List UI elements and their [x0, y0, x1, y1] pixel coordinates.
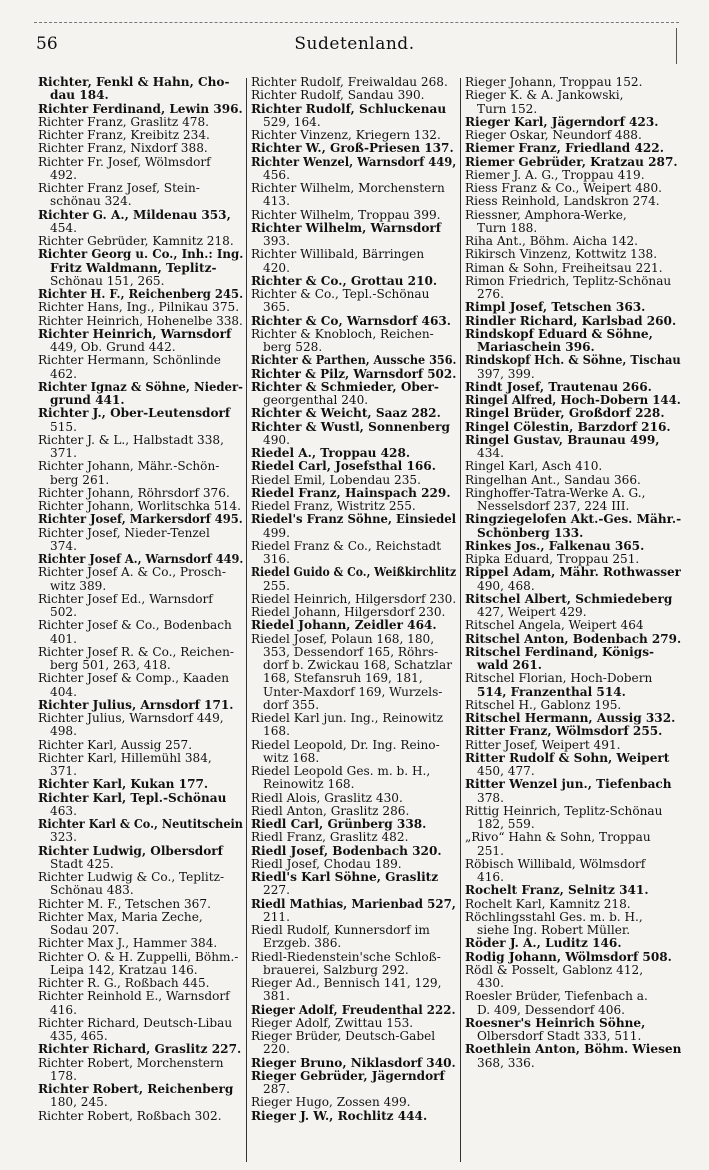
directory-entry: Richter Max, Maria Zeche, [38, 909, 203, 924]
entry-continuation: 449, Ob. Grund 442. [50, 340, 176, 354]
directory-entry: Ringel Brüder, Großdorf 228. [465, 406, 665, 421]
entry-continuation: 251. [477, 843, 504, 858]
directory-entry: Riman & Sohn, Freiheitsau 221. [465, 260, 663, 275]
directory-entry: Riedel Johann, Zeidler 464. [251, 618, 437, 633]
entry-continuation: Turn 188. [477, 220, 538, 235]
directory-entry: Riedl Josef, Chodau 189. [251, 856, 402, 871]
directory-entry: Richter Wilhelm, Morchenstern [251, 181, 445, 195]
directory-entry: Rieger Brüder, Deutsch-Gabel [251, 1029, 436, 1043]
entry-continuation: Mariaschein 396. [477, 340, 595, 354]
directory-entry: „Rivo“ Hahn & Sohn, Troppau [465, 830, 651, 845]
directory-entry: Richter & Co., Tepl.-Schönau [251, 287, 430, 301]
directory-entry: Richter Richard, Deutsch-Libau [38, 1015, 233, 1030]
directory-entry: Ritschel Anton, Bodenbach 279. [465, 631, 681, 646]
directory-entry: Richter Robert, Roßbach 302. [38, 1108, 222, 1123]
directory-entry: Riedel Franz, Wistritz 255. [251, 499, 416, 513]
entry-continuation: Reinowitz 168. [263, 777, 355, 792]
entry-continuation: georgenthal 240. [263, 393, 369, 407]
entry-continuation: 276. [477, 287, 504, 301]
directory-entry: Rochelt Franz, Selnitz 341. [465, 883, 649, 898]
directory-entry: Roesler Brüder, Tiefenbach a. [465, 989, 648, 1004]
directory-entry: Rittig Heinrich, Teplitz-Schönau [465, 803, 663, 818]
directory-entry: Ringel Karl, Asch 410. [465, 459, 603, 474]
directory-entry: Riess Reinhold, Landskron 274. [465, 194, 660, 209]
directory-entry: Richter Franz Josef, Stein- [38, 181, 200, 195]
directory-entry: Riedel Emil, Lobendau 235. [251, 472, 421, 487]
directory-entry: Riedl Carl, Grünberg 338. [251, 817, 427, 831]
entry-continuation: 287. [263, 1082, 290, 1096]
entry-continuation: 180, 245. [50, 1095, 108, 1110]
directory-entry: Riedl Alois, Graslitz 430. [251, 790, 403, 805]
directory-entry: Richter Johann, Mähr.-Schön- [38, 459, 220, 474]
directory-entry: Richter Franz, Nixdorf 388. [38, 141, 208, 156]
directory-entry: Richter Karl, Kukan 177. [38, 777, 209, 792]
directory-entry: Riha Ant., Böhm. Aicha 142. [465, 234, 638, 248]
entry-continuation: dorf b. Zwickau 168, Schatzlar [263, 658, 453, 672]
entry-continuation: 529, 164. [263, 114, 321, 129]
directory-entry: Richter Josef & Comp., Kaaden [38, 671, 230, 686]
directory-entry: Rodig Johann, Wölmsdorf 508. [465, 949, 672, 964]
directory-entry: Riedel Heinrich, Hilgersdorf 230. [251, 591, 456, 606]
entry-continuation: 378. [477, 790, 504, 805]
directory-entry: Rindskopf Hch. & Söhne, Tischau [465, 353, 681, 368]
directory-entry: Rieger Johann, Troppau 152. [465, 76, 643, 89]
directory-entry: Riedel Franz & Co., Reichstadt [251, 538, 442, 553]
entry-continuation: berg 261. [50, 472, 110, 487]
directory-entry: Riedl Anton, Graslitz 286. [251, 803, 410, 818]
entry-continuation: Fritz Waldmann, Teplitz- [50, 260, 217, 275]
directory-entry: Ritschel H., Gablonz 195. [465, 697, 622, 712]
directory-entry: Riedl-Riedenstein'sche Schloß- [251, 949, 441, 964]
entry-continuation: 492. [50, 167, 77, 182]
directory-entry: Rindler Richard, Karlsbad 260. [465, 313, 677, 328]
entry-continuation: 456. [263, 167, 290, 182]
entry-continuation: 502. [50, 605, 77, 619]
entry-continuation: 462. [50, 366, 77, 381]
directory-entry: Ringhoffer-Tatra-Werke A. G., [465, 485, 646, 500]
entry-continuation: D. 409, Dessendorf 406. [477, 1002, 625, 1017]
entry-continuation: 365. [263, 300, 290, 315]
directory-entry: Richter Wilhelm, Warnsdorf [251, 220, 441, 235]
directory-entry: Richter O. & H. Zuppelli, Böhm.- [38, 949, 239, 964]
directory-entry: Richter, Fenkl & Hahn, Cho- [38, 76, 230, 89]
entry-continuation: schönau 324. [50, 194, 132, 209]
directory-entry: Richter Karl, Tepl.-Schönau [38, 790, 227, 805]
entry-continuation: Schönau 151, 265. [50, 273, 165, 288]
entry-continuation: 450, 477. [477, 764, 535, 778]
entry-continuation: dau 184. [50, 88, 109, 103]
directory-entry: Rieger Ad., Bennisch 141, 129, [251, 976, 442, 990]
entry-continuation: 499. [263, 525, 290, 540]
entry-continuation: 371. [50, 764, 77, 778]
entry-continuation: 427, Weipert 429. [477, 605, 587, 619]
entry-continuation: 353, Dessendorf 165, Röhrs- [263, 644, 439, 659]
entry-continuation: 374. [50, 538, 77, 553]
directory-entry: Riedl Rudolf, Kunnersdorf im [251, 923, 430, 937]
directory-entry: Richter Josef A. & Co., Prosch- [38, 565, 226, 580]
directory-entry: Ritter Franz, Wölmsdorf 255. [465, 724, 663, 739]
directory-entry: Rieger Karl, Jägerndorf 423. [465, 114, 659, 129]
directory-entry: Richter Karl, Aussig 257. [38, 737, 193, 752]
directory-entry: Richter Willibald, Bärringen [251, 247, 425, 262]
directory-entry: Richter & Schmieder, Ober- [251, 379, 439, 394]
directory-entry: Ringel Cölestin, Barzdorf 216. [465, 419, 671, 434]
directory-entry: Richter & Pilz, Warnsdorf 502. [251, 366, 456, 381]
column-divider [246, 78, 247, 1162]
directory-entry: Richter Johann, Worlitschka 514. [38, 499, 241, 513]
directory-entry: Röbisch Willibald, Wölmsdorf [465, 856, 646, 871]
entry-continuation: 401. [50, 631, 77, 646]
entry-continuation: witz 168. [263, 750, 320, 765]
directory-entry: Riedel Carl, Josefsthal 166. [251, 459, 436, 474]
directory-entry: Richter Heinrich, Warnsdorf [38, 326, 232, 341]
directory-entry: Richter Robert, Reichenberg [38, 1082, 234, 1096]
directory-entry: Ritschel Albert, Schmiedeberg [465, 591, 673, 606]
entry-continuation: 498. [50, 724, 77, 739]
directory-entry: Riedl Mathias, Marienbad 527, [251, 896, 456, 911]
directory-entry: Rödl & Posselt, Gablonz 412, [465, 962, 644, 977]
directory-entry: Ritter Rudolf & Sohn, Weipert [465, 750, 670, 765]
directory-entry: Rieger Gebrüder, Jägerndorf [251, 1068, 445, 1083]
entry-continuation: 178. [50, 1068, 77, 1083]
entry-continuation: 430. [477, 976, 504, 990]
entry-continuation: grund 441. [50, 393, 125, 407]
entry-continuation: 490. [263, 432, 290, 447]
directory-entry: Riemer Franz, Friedland 422. [465, 141, 664, 156]
directory-entry: Richter Josef & Co., Bodenbach [38, 618, 232, 633]
directory-entry: Richter Franz, Kreibitz 234. [38, 128, 210, 142]
entry-continuation: 416. [50, 1002, 77, 1017]
entry-continuation: Erzgeb. 386. [263, 936, 342, 951]
entry-continuation: brauerei, Salzburg 292. [263, 962, 409, 977]
directory-entry: Rieger J. W., Rochlitz 444. [251, 1108, 428, 1123]
directory-entry: Richter & Weicht, Saaz 282. [251, 406, 441, 421]
directory-entry: Richter Ludwig, Olbersdorf [38, 843, 223, 858]
directory-entry: Ripka Eduard, Troppau 251. [465, 552, 640, 566]
entry-continuation: 316. [263, 552, 290, 566]
directory-entry: Roethlein Anton, Böhm. Wiesen [465, 1042, 681, 1057]
entry-continuation: Sodau 207. [50, 923, 120, 937]
directory-entry: Richter W., Groß-Priesen 137. [251, 141, 454, 156]
directory-entry: Richter & Co, Warnsdorf 463. [251, 313, 452, 328]
directory-entry: Richter J., Ober-Leutensdorf [38, 406, 231, 421]
directory-entry: Richter R. G., Roßbach 445. [38, 976, 210, 990]
directory-entry: Riessner, Amphora-Werke, [465, 207, 627, 222]
directory-entry: Rieger Oskar, Neundorf 488. [465, 128, 642, 142]
entry-continuation: 381. [263, 989, 290, 1004]
directory-entry: Rikirsch Vinzenz, Kottwitz 138. [465, 247, 658, 262]
entry-continuation: Stadt 425. [50, 856, 114, 871]
directory-entry: Rindskopf Eduard & Söhne, [465, 326, 653, 341]
directory-entry: Richter M. F., Tetschen 367. [38, 896, 211, 911]
directory-entry: Rieger Bruno, Niklasdorf 340. [251, 1055, 456, 1070]
directory-entry: Richter Rudolf, Sandau 390. [251, 88, 425, 103]
directory-entry: Richter & Parthen, Aussche 356. [251, 353, 456, 368]
directory-entry: Rieger K. & A. Jankowski, [465, 88, 624, 103]
directory-entry: Richter & Wustl, Sonnenberg [251, 419, 450, 434]
directory-entry: Ringziegelofen Akt.-Ges. Mähr.- [465, 512, 681, 527]
header-rule [34, 22, 679, 23]
directory-entry: Richter Hans, Ing., Pilnikau 375. [38, 300, 240, 315]
directory-entry: Richter J. & L., Halbstadt 338, [38, 432, 224, 447]
entry-continuation: witz 389. [50, 578, 107, 593]
entry-continuation: 420. [263, 260, 290, 275]
directory-entry: Richter Reinhold E., Warnsdorf [38, 989, 230, 1004]
directory-entry: Richter Vinzenz, Kriegern 132. [251, 128, 441, 142]
directory-entry: Ringel Alfred, Hoch-Dobern 144. [465, 393, 681, 407]
directory-entry: Richter Josef A., Warnsdorf 449. [38, 552, 243, 566]
directory-entry: Richter Heinrich, Hohenelbe 338. [38, 313, 243, 328]
entry-continuation: Turn 152. [477, 101, 538, 116]
directory-entry: Richter Ludwig & Co., Teplitz- [38, 870, 225, 884]
entry-continuation: 416. [477, 870, 504, 884]
directory-entry: Rieger Hugo, Zossen 499. [251, 1095, 411, 1110]
directory-entry: Riess Franz & Co., Weipert 480. [465, 181, 663, 195]
header-corner-rule [676, 28, 677, 64]
entry-continuation: 371. [50, 446, 77, 460]
directory-entry: Richter Josef R. & Co., Reichen- [38, 644, 234, 659]
entry-continuation: 463. [50, 803, 77, 818]
directory-entry: Richter & Co., Grottau 210. [251, 273, 438, 288]
entry-continuation: berg 501, 263, 418. [50, 658, 171, 672]
page-number: 56 [36, 34, 58, 54]
directory-entry: Richter Karl, Hillemühl 384, [38, 750, 212, 765]
entry-continuation: Unter-Maxdorf 169, Wurzels- [263, 684, 443, 699]
entry-continuation: 435, 465. [50, 1029, 108, 1043]
directory-entry: Ritschel Florian, Hoch-Dobern [465, 671, 653, 686]
entry-continuation: 255. [263, 578, 290, 593]
entry-continuation: 515. [50, 419, 77, 434]
directory-entry: Riedl's Karl Söhne, Graslitz [251, 870, 439, 884]
directory-entry: Rinkes Jos., Falkenau 365. [465, 538, 645, 553]
directory-entry: Richter Julius, Arnsdorf 171. [38, 697, 234, 712]
entry-continuation: 182, 559. [477, 817, 535, 831]
directory-entry: Richter Gebrüder, Kamnitz 218. [38, 234, 234, 248]
directory-entry: Riedel Guido & Co., Weißkirchlitz [251, 565, 456, 580]
directory-entry: Riedl Franz, Graslitz 482. [251, 830, 409, 845]
directory-entry: Riedel Leopold Ges. m. b. H., [251, 764, 431, 778]
entry-continuation: Schönau 483. [50, 883, 134, 898]
entry-continuation: wald 261. [477, 658, 542, 672]
entry-continuation: 514, Franzenthal 514. [477, 684, 626, 699]
directory-entry: Rochelt Karl, Kamnitz 218. [465, 896, 631, 911]
directory-entry: Rindt Josef, Trautenau 266. [465, 379, 652, 394]
entry-continuation: berg 528. [263, 340, 323, 354]
entry-continuation: Nesselsdorf 237, 224 III. [477, 499, 630, 513]
directory-entry: Riedl Josef, Bodenbach 320. [251, 843, 442, 858]
directory-entry: Richter Hermann, Schönlinde [38, 353, 221, 368]
directory-entry: Richter G. A., Mildenau 353, [38, 207, 231, 222]
directory-entry: Riedel Josef, Polaun 168, 180, [251, 631, 435, 646]
directory-entry: Rimon Friedrich, Teplitz-Schönau [465, 273, 672, 288]
running-title: Sudetenland. [294, 34, 415, 54]
directory-entry: Richter Franz, Graslitz 478. [38, 114, 210, 129]
directory-entry: Richter Josef Ed., Warnsdorf [38, 591, 213, 606]
entry-continuation: 454. [50, 220, 77, 235]
entry-continuation: 168, Stefansruh 169, 181, [263, 671, 423, 686]
directory-entry: Richter Karl & Co., Neutitschein [38, 817, 243, 831]
directory-entry: Riedel A., Troppau 428. [251, 446, 411, 460]
entry-continuation: 490, 468. [477, 578, 535, 593]
directory-entry: Rieger Adolf, Zwittau 153. [251, 1015, 414, 1030]
directory-entry: Richter Ignaz & Söhne, Nieder- [38, 379, 243, 394]
directory-entry: Richter Georg u. Co., Inh.: Ing. [38, 247, 243, 262]
directory-entry: Riedel Johann, Hilgersdorf 230. [251, 605, 446, 619]
entry-continuation: 368, 336. [477, 1055, 535, 1070]
directory-entry: Richter Johann, Röhrsdorf 376. [38, 485, 230, 500]
directory-entry: Riedel Franz, Hainspach 229. [251, 485, 451, 500]
directory-entry: Richter Wenzel, Warnsdorf 449, [251, 154, 456, 169]
directory-entry: Riemer J. A. G., Troppau 419. [465, 167, 645, 182]
entry-continuation: Olbersdorf Stadt 333, 511. [477, 1029, 642, 1043]
directory-entry: Ritschel Ferdinand, Königs- [465, 644, 655, 659]
entry-continuation: 397, 399. [477, 366, 535, 381]
directory-entry: Ritschel Hermann, Aussig 332. [465, 711, 676, 725]
entry-continuation: 168. [263, 724, 290, 739]
entry-continuation: 323. [50, 830, 77, 845]
entry-continuation: Schönberg 133. [477, 525, 584, 540]
directory-entry: Richter Richard, Graslitz 227. [38, 1042, 242, 1057]
directory-entry: Riemer Gebrüder, Kratzau 287. [465, 154, 678, 169]
entry-continuation: 227. [263, 883, 290, 898]
directory-entry: Richter Fr. Josef, Wölmsdorf [38, 154, 211, 169]
directory-entry: Roesner's Heinrich Söhne, [465, 1015, 646, 1030]
entry-continuation: Leipa 142, Kratzau 146. [50, 962, 198, 977]
directory-entry: Richter Robert, Morchenstern [38, 1055, 224, 1070]
entry-continuation: 404. [50, 684, 77, 699]
directory-entry: Richter Julius, Warnsdorf 449, [38, 711, 224, 725]
entry-continuation: dorf 355. [263, 697, 320, 712]
directory-entry: Richter Rudolf, Freiwaldau 268. [251, 76, 448, 89]
directory-entry: Richter Wilhelm, Troppau 399. [251, 207, 441, 222]
column-3 [465, 76, 681, 1166]
directory-entry: Richter Josef, Nieder-Tenzel [38, 525, 210, 540]
column-divider [460, 78, 461, 1162]
directory-entry: Richter Josef, Markersdorf 495. [38, 512, 243, 527]
directory-entry: Ringel Gustav, Braunau 499, [465, 432, 660, 447]
directory-entry: Rimpl Josef, Tetschen 363. [465, 300, 646, 315]
directory-entry: Richter Ferdinand, Lewin 396. [38, 101, 243, 116]
column-2 [251, 76, 456, 1166]
directory-entry: Richter Rudolf, Schluckenau [251, 101, 447, 116]
directory-entry: Richter & Knobloch, Reichen- [251, 326, 434, 341]
entry-continuation: 413. [263, 194, 290, 209]
directory-entry: Ringelhan Ant., Sandau 366. [465, 472, 641, 487]
column-1 [38, 76, 243, 1166]
directory-entry: Ritschel Angela, Weipert 464 [465, 618, 644, 633]
directory-entry: Röchlingsstahl Ges. m. b. H., [465, 909, 643, 924]
directory-entry: Richter H. F., Reichenberg 245. [38, 287, 243, 301]
entry-continuation: 393. [263, 234, 290, 248]
directory-entry: Richter Max J., Hammer 384. [38, 936, 218, 951]
entry-continuation: 434. [477, 446, 504, 460]
directory-entry: Ritter Wenzel jun., Tiefenbach [465, 777, 672, 792]
entry-continuation: 220. [263, 1042, 290, 1057]
directory-entry: Ritter Josef, Weipert 491. [465, 737, 621, 752]
entry-continuation: siehe Ing. Robert Müller. [477, 923, 631, 937]
directory-entry: Rippel Adam, Mähr. Rothwasser [465, 565, 681, 580]
directory-entry: Riedel's Franz Söhne, Einsiedel [251, 512, 456, 527]
directory-entry: Rieger Adolf, Freudenthal 222. [251, 1002, 456, 1017]
entry-continuation: 211. [263, 909, 290, 924]
directory-entry: Riedel Leopold, Dr. Ing. Reino- [251, 737, 440, 752]
directory-entry: Riedel Karl jun. Ing., Reinowitz [251, 711, 443, 725]
directory-entry: Röder J. A., Luditz 146. [465, 936, 622, 951]
